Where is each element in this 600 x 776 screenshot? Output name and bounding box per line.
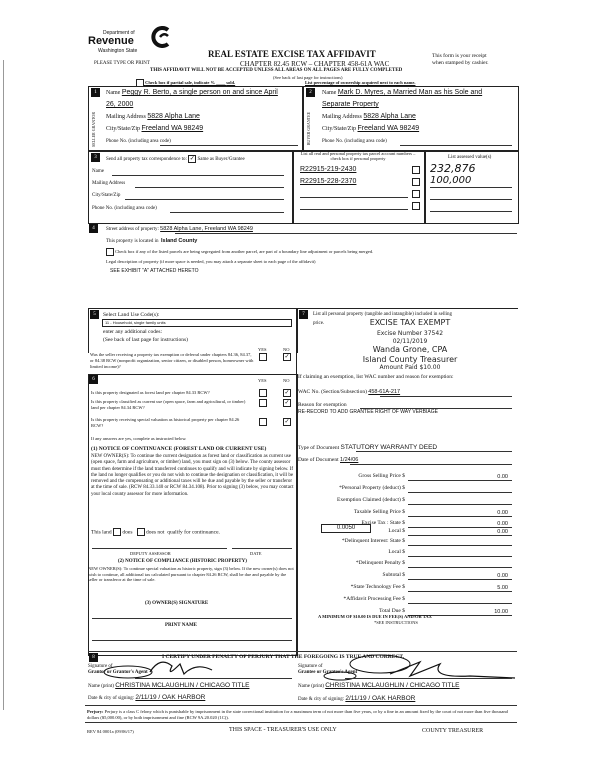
corr-city-field[interactable]: City/State/Zip <box>92 193 121 198</box>
land-use-code-select[interactable]: 11 - Household, single family units <box>102 319 292 327</box>
local-rate-field[interactable]: 0.0050 <box>321 524 371 533</box>
corr-name-field[interactable]: Name <box>92 169 104 174</box>
assessed-value[interactable]: 100,000 <box>430 175 472 186</box>
fee-line <box>408 516 512 517</box>
no-header: NO <box>283 378 290 383</box>
label: Street address of property: <box>106 227 159 232</box>
see-instructions: *SEE INSTRUCTIONS <box>374 620 418 625</box>
seller-name-cont[interactable]: 26, 2000 <box>106 101 134 108</box>
notice-continuance-title: (1) NOTICE OF CONTINUANCE (FOREST LAND OR CURRENT USE) <box>91 446 267 452</box>
buyer-name-cont[interactable]: Separate Property <box>322 101 379 108</box>
stamp-date: 02/11/2019 <box>392 338 428 345</box>
personal-property-checkbox[interactable] <box>412 166 420 174</box>
fee-line <box>408 556 512 557</box>
section-number: 5 <box>90 310 99 319</box>
label: Date of Document <box>298 457 339 463</box>
label: Name <box>106 90 121 96</box>
seller-city-field[interactable] <box>106 125 203 132</box>
fee-value[interactable]: 10.00 <box>494 609 508 615</box>
grantor-label: Grantor or Grantor's Agent <box>88 670 148 675</box>
reason-label: Reason for exemption <box>298 402 347 408</box>
current-use-question: Is this property classified as current use (open space, farm and agricultural, or timber) land per chapter 84.34 RCW? <box>91 399 246 410</box>
exempt-stamp: EXCISE TAX EXEMPT <box>369 318 451 327</box>
fee-value[interactable]: 0.00 <box>497 521 508 527</box>
yes-checkbox[interactable] <box>259 389 267 397</box>
label: Send all property tax correspondence to: <box>106 157 187 163</box>
yes-checkbox[interactable] <box>259 353 267 361</box>
fee-label: Local $ <box>388 528 405 534</box>
receipt-note-2: when stamped by cashier. <box>432 60 489 66</box>
price-label: price. <box>313 321 325 326</box>
deputy-assessor-label: DEPUTY ASSESSOR <box>130 551 171 556</box>
grantee-name-field[interactable] <box>298 682 459 689</box>
fee-label: Taxable Selling Price $ <box>353 509 405 515</box>
seller-name-field[interactable] <box>106 89 278 96</box>
value: Freeland WA 98249 <box>357 125 420 132</box>
grantee-date-field[interactable] <box>298 695 415 702</box>
value: 1/24/06 <box>340 457 359 463</box>
see-back: (See back of last page for instructions) <box>273 75 343 80</box>
segregation-checkbox[interactable] <box>106 248 114 256</box>
fee-label: Subtotal $ <box>382 572 405 578</box>
buyer-side-label: BUYER GRANTEE <box>306 112 311 146</box>
perjury-notice <box>87 709 517 721</box>
label: Type of Document <box>298 445 340 451</box>
document-type-field[interactable] <box>298 444 437 451</box>
grantee-label: Grantee or Grantee's Agent <box>298 670 358 675</box>
grantor-date-field[interactable] <box>88 694 205 701</box>
fee-value[interactable]: 0.00 <box>497 474 508 480</box>
label: Name (print) <box>88 684 114 689</box>
value: 5828 Alpha Lane <box>147 113 200 120</box>
logo-top: Department of <box>103 30 135 36</box>
grantor-signature[interactable] <box>100 656 220 680</box>
parcel-number[interactable]: R22915-219-2430 <box>300 166 357 173</box>
county-field <box>106 238 197 244</box>
owner-signature-line[interactable] <box>92 618 292 619</box>
signature-label: Signature of <box>88 664 113 669</box>
document-date-field[interactable] <box>298 457 358 463</box>
same-label: Same as Buyer/Grantee <box>197 157 245 163</box>
logo-main: Revenue <box>88 35 134 47</box>
minimum-notice: A MINIMUM OF $10.00 IS DUE IN FEE(S) AND/OR TAX <box>318 614 432 619</box>
amount-paid: Amount Paid $10.00 <box>379 364 441 371</box>
label: WAC No. (Section/Subsection) <box>298 389 367 395</box>
value: 2/11/19 / OAK HARBOR <box>345 695 416 702</box>
perjury-text: Perjury is a class C felony which is punishable by imprisonment in the state correctional institution for a maximum term of not more than five years, or by a fine in an amount fixed by the court of not more than five thousand dollars ($5,000.00), or by both imprisonment and fine (RCW 9A.20.020 (1C)). <box>87 709 508 720</box>
does-not-checkbox[interactable] <box>137 528 145 536</box>
historic-question: Is this property receiving special valuation as historical property per chapter 84.26 RCW? <box>91 417 240 428</box>
seller-side-label: SELLER GRANTOR <box>91 112 96 147</box>
fee-line <box>408 504 512 505</box>
partial-sale[interactable]: Check box if partial sale, indicate % ____ sold. <box>136 79 235 87</box>
fee-label: Total Due $ <box>379 608 405 614</box>
treasurer-name: Wanda Grone, CPA <box>372 345 448 354</box>
no-header: NO <box>283 347 290 352</box>
exemption-question: Was the seller receiving a property tax exemption or deferral under chapters 84.36, 84.37, or 84.38 RCW (nonprofit organization, senior citizen, or disabled person, homeowner with limited income)? <box>90 352 254 369</box>
section-number: 6 <box>89 375 98 384</box>
notice-compliance-body: NEW OWNER(S): To continue special valuation as historic property, sign (3) below. If the new owner(s) does not wish to continue, all additional tax calculated pursuant to chapter 84.26 RCW, shall be due and payable by the seller or transferor at the time of sale. <box>88 566 294 582</box>
label: Date & city of signing: <box>88 696 135 701</box>
date-label: DATE <box>250 551 262 556</box>
no-checkbox[interactable]: ✓ <box>284 354 290 360</box>
segregation-check[interactable] <box>106 248 373 256</box>
excise-number: Excise Number 37542 <box>376 330 444 337</box>
county-treasurer-label: COUNTY TREASURER <box>422 728 484 734</box>
yes-checkbox[interactable] <box>259 399 267 407</box>
sold-label: sold. <box>226 80 236 86</box>
treasurer-title: Island County Treasurer <box>362 355 458 364</box>
value: Peggy R. Berto, a single person on and since April <box>121 89 278 96</box>
fee-label: *Affidavit Processing Fee $ <box>343 596 405 602</box>
parcel-number[interactable]: R22915-228-2370 <box>300 178 357 185</box>
yes-header: YES <box>258 378 267 383</box>
county-value: Island County <box>161 238 198 244</box>
land-use-label: Select Land Use Code(s): <box>103 312 160 318</box>
value: 458-61A-217 <box>368 389 401 395</box>
fee-label: Local $ <box>388 549 405 555</box>
notice-compliance-title: (2) NOTICE OF COMPLIANCE (HISTORIC PROPERTY) <box>118 559 247 564</box>
reason-value[interactable]: RE-RECORD TO ADD GRANTEE RIGHT OF WAY VERBIAGE <box>298 409 438 415</box>
fee-label: Excise Tax : State $ <box>361 520 405 526</box>
fee-label: *Delinquent Interest: State $ <box>341 538 405 544</box>
rule <box>400 145 512 146</box>
fee-line <box>408 603 512 604</box>
no-checkbox[interactable]: ✓ <box>284 419 290 425</box>
personal-property-checkbox[interactable] <box>412 190 420 198</box>
label: This land <box>91 529 112 536</box>
fee-line <box>408 567 512 568</box>
fee-label: Gross Selling Price $ <box>358 473 405 479</box>
buyer-phone-field[interactable]: Phone No. (including area code) <box>322 139 387 144</box>
value: 5828 Alpha Lane, Freeland WA 98249 <box>160 226 253 232</box>
value: Freeland WA 98249 <box>141 125 204 132</box>
grantor-name-field[interactable] <box>88 682 249 689</box>
section-number: 3 <box>91 153 100 162</box>
completion-notice: THIS AFFIDAVIT WILL NOT BE ACCEPTED UNLESS ALL AREAS ON ALL PAGES ARE FULLY COMPLETED <box>150 68 403 73</box>
label: does not <box>145 529 165 536</box>
logo-sub: Washington State <box>98 48 138 54</box>
value: STATUTORY WARRANTY DEED <box>340 444 438 451</box>
does-checkbox[interactable] <box>113 528 121 536</box>
seller-phone-field[interactable]: Phone No. (including area code) <box>106 139 171 144</box>
legal-description-value[interactable]: SEE EXHIBIT "A" ATTACHED HERETO <box>110 268 199 274</box>
fee-value[interactable]: 5.00 <box>497 585 508 591</box>
form-title: REAL ESTATE EXCISE TAX AFFIDAVIT <box>208 49 376 59</box>
assessed-header: List assessed value(s) <box>448 155 492 160</box>
fee-line <box>408 535 512 536</box>
list-percentage: List percentage of ownership acquired next to each name. <box>305 80 416 85</box>
continuance-choice <box>91 528 220 536</box>
fee-line <box>408 591 512 592</box>
section-number: 2 <box>306 88 315 97</box>
section-number: 1 <box>91 88 100 97</box>
see-back-note: (See back of last page for instructions) <box>103 337 188 343</box>
value: Mark D. Myres, a Married Man as his Sole and <box>337 89 483 96</box>
label: Name <box>322 90 337 96</box>
value: CHRISTINA MCLAUGHLIN / CHICAGO TITLE <box>115 682 250 689</box>
yes-header: YES <box>258 347 267 352</box>
section-number: 8 <box>89 653 98 662</box>
fee-line <box>408 480 512 481</box>
fee-label: *Delinquent Penalty $ <box>355 560 405 566</box>
label: Date & city of signing: <box>298 697 345 702</box>
street-address-field[interactable] <box>106 226 253 232</box>
certification-statement: I CERTIFY UNDER PENALTY OF PERJURY THAT THE FOREGOING IS TRUE AND CORRECT. <box>162 654 405 660</box>
label: Name (print) <box>298 684 324 689</box>
page-edge <box>3 60 4 710</box>
label: City/State/Zip <box>106 126 140 132</box>
receipt-note: This form is your receipt <box>432 53 487 59</box>
additional-codes-field[interactable]: enter any additional codes: <box>103 329 163 335</box>
print-name-line[interactable] <box>92 640 292 641</box>
fee-value[interactable]: 0.00 <box>497 529 508 535</box>
buyer-city-field[interactable] <box>322 125 419 132</box>
fee-label: *State Technology Fee $ <box>350 584 405 590</box>
fee-line <box>408 545 512 546</box>
forest-land-question: Is this property designated as forest land per chapter 84.33 RCW? <box>91 390 210 395</box>
buyer-mail-field[interactable] <box>322 113 416 120</box>
no-checkbox[interactable]: ✓ <box>284 390 290 396</box>
revision-code: REV 84 0001a (09/06/17) <box>87 729 134 734</box>
instructions-note: If any answers are yes, complete as instructed below. <box>91 436 187 441</box>
fee-line <box>408 527 512 528</box>
revenue-logo-icon <box>150 26 172 48</box>
personal-property-checkbox[interactable] <box>412 202 420 210</box>
no-checkbox[interactable]: ✓ <box>284 400 290 406</box>
yes-checkbox[interactable] <box>259 418 267 426</box>
label: Mailing Address <box>322 114 362 120</box>
fee-value[interactable]: 0.00 <box>497 510 508 516</box>
value: 5828 Alpha Lane <box>363 113 416 120</box>
perjury-label: Perjury: <box>87 709 104 714</box>
buyer-name-field[interactable] <box>322 89 482 96</box>
send-correspondence <box>106 155 245 163</box>
label: Check box if any of the listed parcels are being segregated from another parcel, are part of a boundary line adjustment or parcels being merged. <box>115 249 374 255</box>
label: Mailing Address <box>106 114 146 120</box>
seller-mail-field[interactable] <box>106 113 200 120</box>
personal-property-checkbox[interactable] <box>412 178 420 186</box>
label: City/State/Zip <box>322 126 356 132</box>
corr-phone-field[interactable]: Phone No. (including area code) <box>92 206 157 211</box>
please-type: PLEASE TYPE OR PRINT <box>94 61 150 66</box>
partial-label: Check box if partial sale, indicate % <box>145 80 215 86</box>
fee-line <box>408 579 512 580</box>
fee-label: Exemption Claimed (deduct) $ <box>337 497 405 503</box>
rule <box>160 145 298 146</box>
assessed-value[interactable]: 232,876 <box>430 162 476 175</box>
corr-mail-field[interactable]: Mailing Address <box>92 181 126 186</box>
fee-line <box>408 492 512 493</box>
legal-description-label: Legal description of property (if more space is needed, you may attach a separate sheet to each page of the affidavit) <box>106 259 316 264</box>
value: 2/11/19 / OAK HARBOR <box>135 694 206 701</box>
same-as-buyer-checkbox[interactable]: ✓ <box>189 156 195 162</box>
notice-continuance-body: NEW OWNER(S): To continue the current designation as forest land or classification as current use (open space, farm and agriculture, or timber) land, you must sign on (3) below. The county assessor must then determine if the land transferred continues to qualify and will indicate by signing below. If the land no longer qualifies or you do not wish to continue the designation or classification, it will be removed and the compensating or additional taxes will be due and payable by the seller or transferor at the time of sale. (RCW 84.33.140 or RCW 84.34.108). Prior to signing (3) below, you may contact your local county assessor for more information. <box>91 454 294 497</box>
print-name-label: PRINT NAME <box>165 623 197 628</box>
fee-value[interactable]: 0.00 <box>497 573 508 579</box>
signature-label: Signature of <box>298 664 323 669</box>
section-number: 7 <box>299 310 308 319</box>
chapter-line: CHAPTER 82.45 RCW – CHAPTER 458-61A WAC <box>240 60 390 68</box>
owner-signature-label: (3) OWNER(S) SIGNATURE <box>145 601 209 606</box>
label: does <box>122 529 133 536</box>
label: This property is located in <box>106 239 159 244</box>
value: CHRISTINA MCLAUGHLIN / CHICAGO TITLE <box>325 682 460 689</box>
treasurer-use-label: THIS SPACE - TREASURER'S USE ONLY <box>229 727 337 733</box>
parcel-section <box>292 150 426 224</box>
personal-property-label: List all personal property (tangible and intangible) included in selling <box>313 312 452 317</box>
exemption-claim-label: If claiming an exemption, list WAC number and reason for exemption: <box>298 374 454 380</box>
wac-field[interactable] <box>298 389 400 395</box>
label: qualify for continuance. <box>167 529 220 536</box>
section-number: 4 <box>89 224 98 233</box>
parcel-header: List all real and personal property tax parcel account numbers – check box if personal property <box>300 151 416 161</box>
fee-label: *Personal Property (deduct) $ <box>339 485 405 491</box>
